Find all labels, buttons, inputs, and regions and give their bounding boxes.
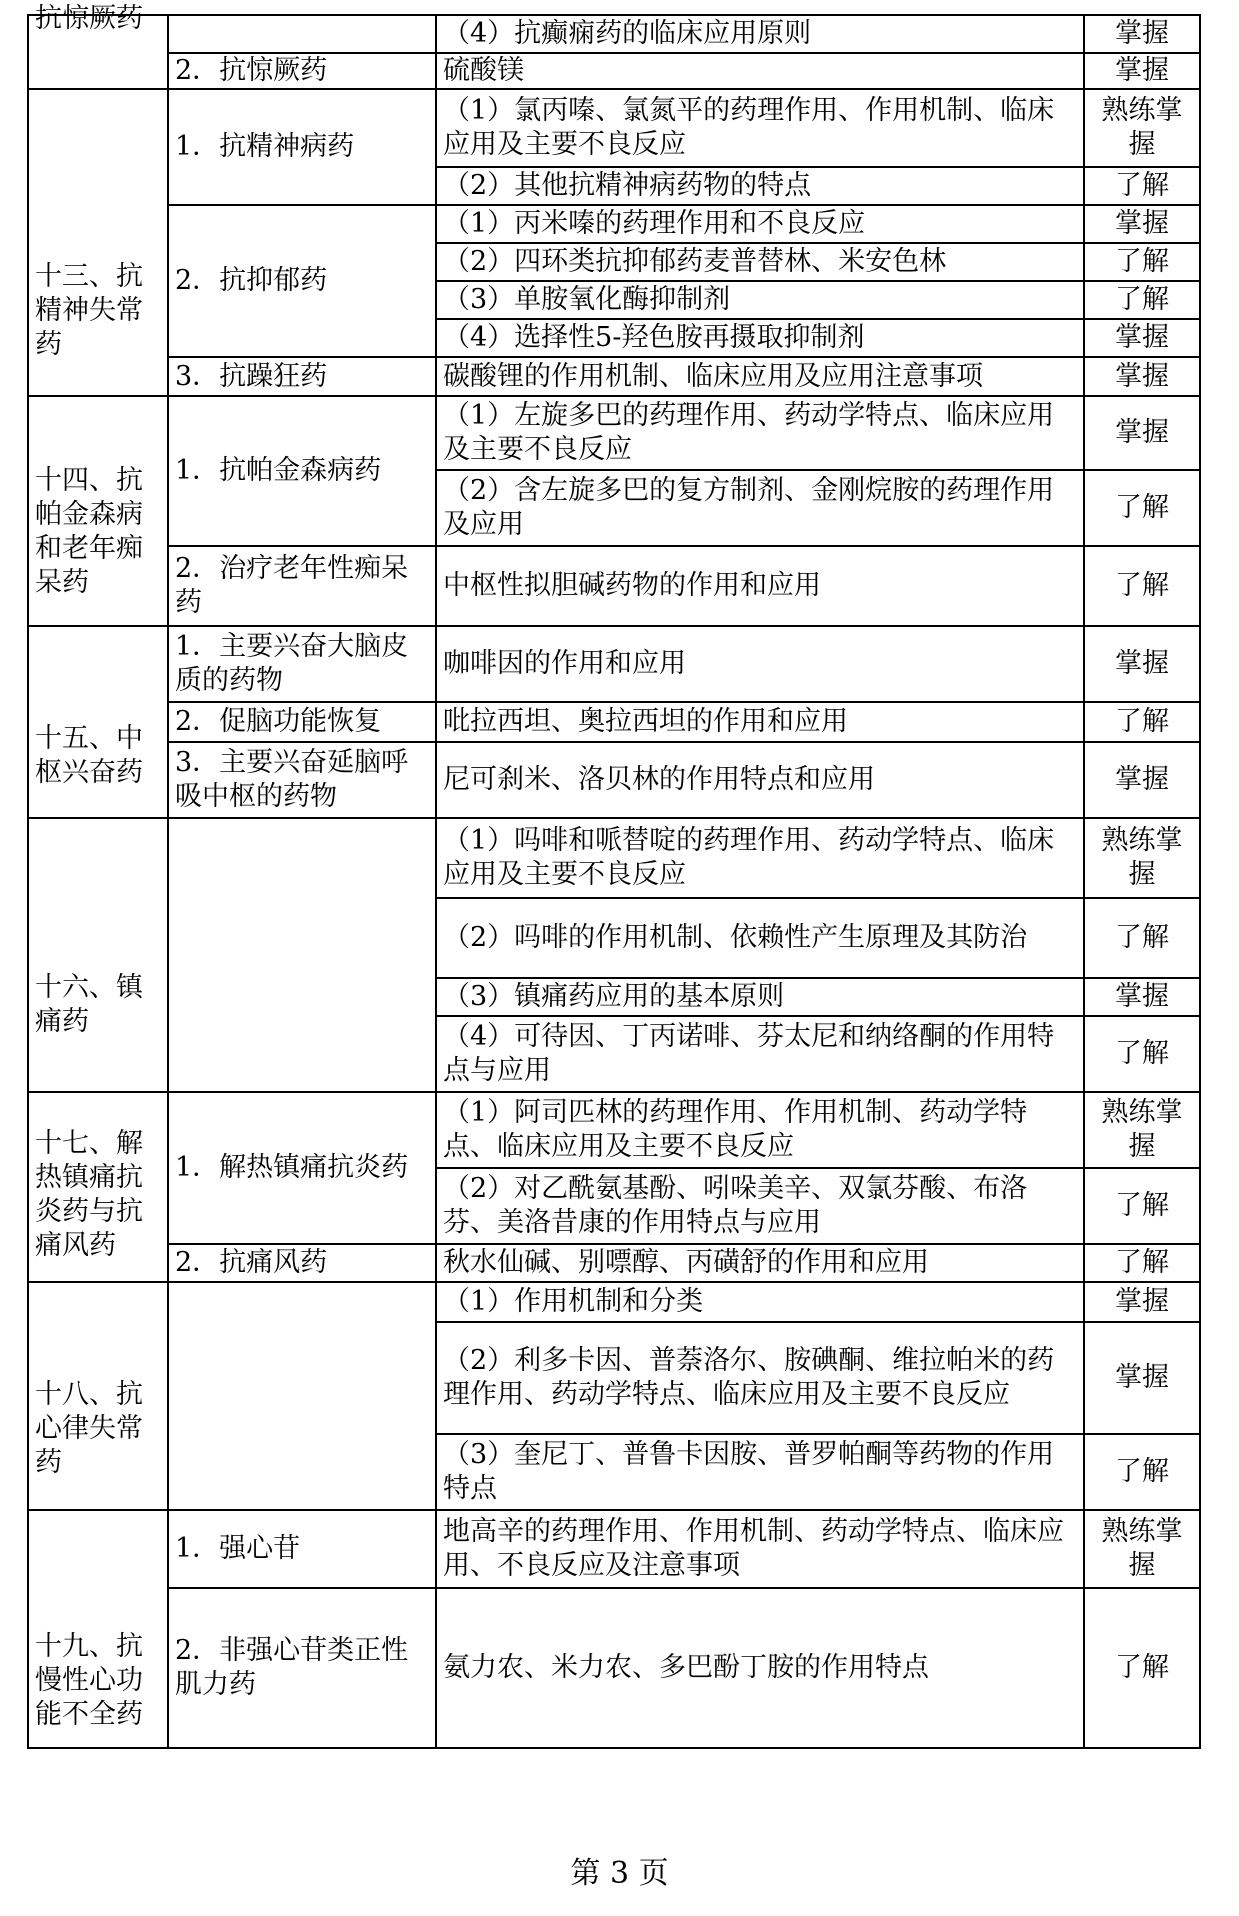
content-cell: （2）其他抗精神病药物的特点: [436, 167, 1084, 205]
unit-cell: 十八、抗心律失常药: [28, 1282, 168, 1510]
content-cell: （1）吗啡和哌替啶的药理作用、药动学特点、临床应用及主要不良反应: [436, 818, 1084, 898]
content-cell: （2）吗啡的作用机制、依赖性产生原理及其防治: [436, 898, 1084, 978]
level-cell: 了解: [1084, 1168, 1200, 1244]
content-cell: 氨力农、米力农、多巴酚丁胺的作用特点: [436, 1588, 1084, 1748]
level-cell: 掌握: [1084, 319, 1200, 357]
topic-cell: 1．强心苷: [168, 1510, 436, 1588]
content-cell: 地高辛的药理作用、作用机制、药动学特点、临床应用、不良反应及注意事项: [436, 1510, 1084, 1588]
content-cell: （2）对乙酰氨基酚、吲哚美辛、双氯芬酸、布洛芬、美洛昔康的作用特点与应用: [436, 1168, 1084, 1244]
table-row: [28, 15, 1200, 53]
content-cell: 中枢性拟胆碱药物的作用和应用: [436, 546, 1084, 626]
content-cell: （3）单胺氧化酶抑制剂: [436, 281, 1084, 319]
content-cell: （2）四环类抗抑郁药麦普替林、米安色林: [436, 243, 1084, 281]
topic-cell: 3．主要兴奋延脑呼吸中枢的药物: [168, 742, 436, 818]
topic-cell: 2．抗痛风药: [168, 1244, 436, 1282]
topic-cell: [168, 15, 436, 53]
table-row: [28, 205, 1200, 243]
unit-cell: 十七、解热镇痛抗炎药与抗痛风药: [28, 1092, 168, 1282]
level-cell: 了解: [1084, 1244, 1200, 1282]
table-row: [28, 818, 1200, 898]
topic-cell: 2．治疗老年性痴呆药: [168, 546, 436, 626]
table-row: [28, 742, 1200, 818]
content-cell: （4）可待因、丁丙诺啡、芬太尼和纳络酮的作用特点与应用: [436, 1016, 1084, 1092]
content-cell: （1）阿司匹林的药理作用、作用机制、药动学特点、临床应用及主要不良反应: [436, 1092, 1084, 1168]
table-row: [28, 1282, 1200, 1322]
table-row: [28, 1244, 1200, 1282]
content-cell: （1）丙米嗪的药理作用和不良反应: [436, 205, 1084, 243]
content-cell: 尼可刹米、洛贝林的作用特点和应用: [436, 742, 1084, 818]
level-cell: 掌握: [1084, 978, 1200, 1016]
level-cell: 掌握: [1084, 396, 1200, 470]
level-cell: 了解: [1084, 1434, 1200, 1510]
unit-cell: 十四、抗帕金森病和老年痴呆药: [28, 396, 168, 626]
level-cell: 了解: [1084, 546, 1200, 626]
table-row: [28, 1510, 1200, 1588]
topic-cell: [168, 818, 436, 1092]
table-row: [28, 546, 1200, 626]
content-cell: （2）含左旋多巴的复方制剂、金刚烷胺的药理作用及应用: [436, 470, 1084, 546]
level-cell: 掌握: [1084, 53, 1200, 89]
level-cell: 了解: [1084, 898, 1200, 978]
unit-cell: 十三、抗精神失常药: [28, 89, 168, 396]
content-cell: （4）选择性5-羟色胺再摄取抑制剂: [436, 319, 1084, 357]
content-cell: （1）氯丙嗪、氯氮平的药理作用、作用机制、临床应用及主要不良反应: [436, 89, 1084, 167]
table-row: [28, 626, 1200, 702]
topic-cell: 3．抗躁狂药: [168, 357, 436, 396]
table-row: [28, 1588, 1200, 1748]
level-cell: 掌握: [1084, 205, 1200, 243]
content-cell: （1）左旋多巴的药理作用、药动学特点、临床应用及主要不良反应: [436, 396, 1084, 470]
unit-cell: 抗惊厥药: [28, 15, 168, 89]
level-cell: 掌握: [1084, 626, 1200, 702]
level-cell: 了解: [1084, 470, 1200, 546]
topic-cell: [168, 1282, 436, 1510]
topic-cell: 2．抗惊厥药: [168, 53, 436, 89]
content-cell: 咖啡因的作用和应用: [436, 626, 1084, 702]
level-cell: 熟练掌握: [1084, 1510, 1200, 1588]
topic-cell: 2．非强心苷类正性肌力药: [168, 1588, 436, 1748]
content-cell: 秋水仙碱、别嘌醇、丙磺舒的作用和应用: [436, 1244, 1084, 1282]
content-cell: （3）镇痛药应用的基本原则: [436, 978, 1084, 1016]
level-cell: 掌握: [1084, 1282, 1200, 1322]
page-bottom-margin: [0, 1758, 1239, 1916]
level-cell: 熟练掌握: [1084, 89, 1200, 167]
level-cell: 掌握: [1084, 15, 1200, 53]
level-cell: 熟练掌握: [1084, 818, 1200, 898]
content-cell: （1）作用机制和分类: [436, 1282, 1084, 1322]
table-row: [28, 53, 1200, 89]
unit-cell: 十五、中枢兴奋药: [28, 626, 168, 818]
topic-cell: 2．促脑功能恢复: [168, 702, 436, 742]
level-cell: 了解: [1084, 1588, 1200, 1748]
topic-cell: 1．主要兴奋大脑皮质的药物: [168, 626, 436, 702]
unit-cell: 十九、抗慢性心功能不全药: [28, 1510, 168, 1748]
content-cell: （3）奎尼丁、普鲁卡因胺、普罗帕酮等药物的作用特点: [436, 1434, 1084, 1510]
content-cell: （2）利多卡因、普萘洛尔、胺碘酮、维拉帕米的药理作用、药动学特点、临床应用及主要不良反应: [436, 1322, 1084, 1434]
topic-cell: 1．抗帕金森病药: [168, 396, 436, 546]
page-number: 第 3 页: [570, 1856, 669, 1891]
level-cell: 掌握: [1084, 742, 1200, 818]
unit-cell: 十六、镇痛药: [28, 818, 168, 1092]
content-cell: 碳酸锂的作用机制、临床应用及应用注意事项: [436, 357, 1084, 396]
level-cell: 了解: [1084, 167, 1200, 205]
level-cell: 掌握: [1084, 1322, 1200, 1434]
table-row: [28, 89, 1200, 167]
level-cell: 了解: [1084, 243, 1200, 281]
content-cell: （4）抗癫痫药的临床应用原则: [436, 15, 1084, 53]
level-cell: 了解: [1084, 702, 1200, 742]
table-row: [28, 396, 1200, 470]
content-cell: 硫酸镁: [436, 53, 1084, 89]
level-cell: 熟练掌握: [1084, 1092, 1200, 1168]
table-row: [28, 357, 1200, 396]
content-cell: 吡拉西坦、奥拉西坦的作用和应用: [436, 702, 1084, 742]
level-cell: 了解: [1084, 1016, 1200, 1092]
topic-cell: 1．解热镇痛抗炎药: [168, 1092, 436, 1244]
table-row: [28, 1092, 1200, 1168]
level-cell: 掌握: [1084, 357, 1200, 396]
table-row: [28, 702, 1200, 742]
syllabus-table: [27, 3, 1201, 1749]
topic-cell: 2．抗抑郁药: [168, 205, 436, 357]
level-cell: 了解: [1084, 281, 1200, 319]
topic-cell: 1．抗精神病药: [168, 89, 436, 205]
